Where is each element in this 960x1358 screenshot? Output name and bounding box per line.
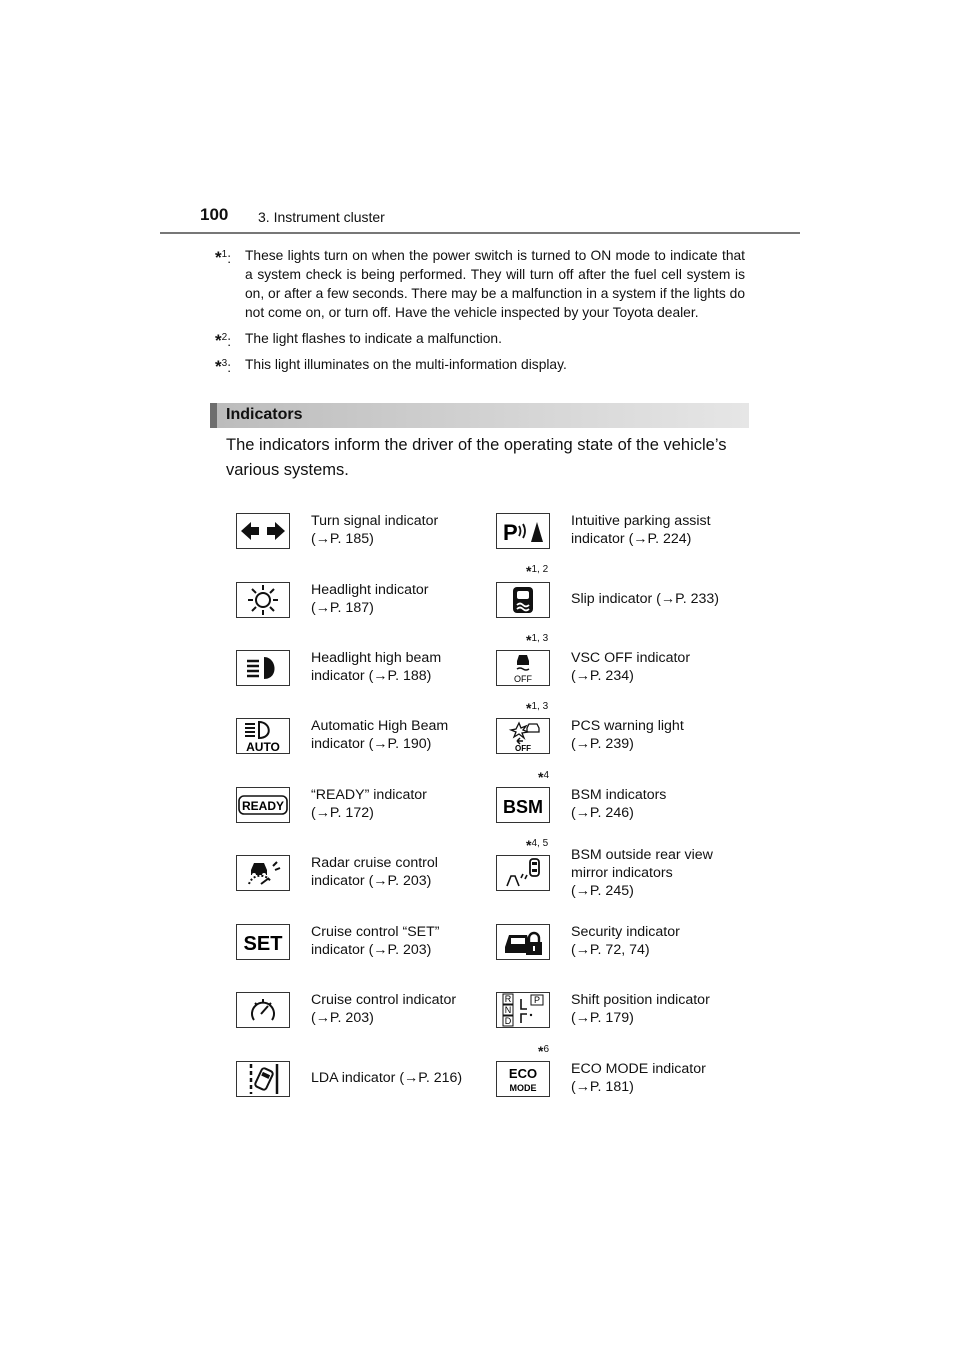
footnote-3 bbox=[215, 355, 745, 374]
parking-assist-label: Intuitive parking assist indicator (→P. 224) bbox=[571, 513, 711, 547]
note-mark: *$^4$ bbox=[538, 769, 550, 785]
shift-n-text: N bbox=[504, 1005, 512, 1015]
lda-label: LDA indicator (→P. 216) bbox=[311, 1070, 463, 1086]
note-mark: *$^{1, 3}$ bbox=[526, 700, 549, 716]
footnote-text: This light illuminates on the multi-information display. bbox=[245, 357, 567, 372]
section-heading-bar bbox=[210, 403, 749, 428]
shift-position-icon bbox=[496, 992, 550, 1028]
eco-text: ECO bbox=[508, 1066, 538, 1081]
note-mark: *$^{1, 2}$ bbox=[526, 563, 549, 579]
pcs-icon bbox=[496, 718, 550, 754]
footnotes bbox=[215, 246, 745, 381]
cruise-set-icon bbox=[236, 924, 290, 960]
auto-high-beam-label: Automatic High Beam indicator (→P. 190) bbox=[311, 718, 449, 752]
parking-assist-icon bbox=[496, 513, 550, 549]
security-label: Security indicator (→P. 72, 74) bbox=[571, 924, 680, 958]
vsc-off-icon bbox=[496, 650, 550, 686]
header-rule bbox=[160, 232, 800, 234]
footnote-text: These lights turn on when the power switch is turned to ON mode to indicate that a system check is being performed. They will turn off after the fuel cell system is on, or after a few seconds. There may be a malfunction in a system if the lights do not come on, or turn off. Have the vehicle inspected by your Toyota dealer. bbox=[245, 248, 745, 320]
high-beam-label: Headlight high beam indicator (→P. 188) bbox=[311, 650, 442, 684]
radar-cruise-icon bbox=[236, 855, 290, 891]
shift-position-label: Shift position indicator (→P. 179) bbox=[571, 992, 710, 1026]
bsm-mirror-icon bbox=[496, 855, 550, 891]
headlight-icon bbox=[236, 582, 290, 618]
footnote-2 bbox=[215, 329, 745, 348]
footnote-mark: *$^3$: bbox=[215, 357, 232, 376]
pcs-off-text: OFF bbox=[515, 744, 531, 753]
shift-r-text: R bbox=[504, 994, 512, 1004]
auto-high-beam-icon bbox=[236, 718, 290, 754]
bsm-mirror-label: BSM outside rear view mirror indicators (→P. 245) bbox=[571, 847, 713, 899]
ready-icon bbox=[236, 787, 290, 823]
off-text: OFF bbox=[514, 674, 532, 684]
eco-mode-label: ECO MODE indicator (→P. 181) bbox=[571, 1061, 706, 1095]
headlight-label: Headlight indicator (→P. 187) bbox=[311, 582, 429, 616]
slip-label: Slip indicator (→P. 233) bbox=[571, 591, 719, 607]
footnote-text: The light flashes to indicate a malfunction. bbox=[245, 331, 502, 346]
section-title: 3. Instrument cluster bbox=[258, 209, 385, 225]
vsc-off-label: VSC OFF indicator (→P. 234) bbox=[571, 650, 691, 684]
footnote-mark: *$^2$: bbox=[215, 331, 232, 350]
eco-mode-icon bbox=[496, 1061, 550, 1097]
turn-signal-label: Turn signal indicator (→P. 185) bbox=[311, 513, 439, 547]
footnote-mark: *$^1$: bbox=[215, 248, 232, 267]
security-icon bbox=[496, 924, 550, 960]
auto-text: AUTO bbox=[246, 740, 280, 753]
set-text: SET bbox=[243, 933, 283, 955]
cruise-set-label: Cruise control “SET” indicator (→P. 203) bbox=[311, 924, 440, 958]
slip-icon bbox=[496, 582, 550, 618]
note-mark: *$^{1, 3}$ bbox=[526, 632, 549, 648]
radar-cruise-label: Radar cruise control indicator (→P. 203) bbox=[311, 855, 438, 889]
note-mark: *$^{4, 5}$ bbox=[526, 837, 549, 853]
bsm-text: BSM bbox=[503, 797, 543, 817]
mode-text: MODE bbox=[509, 1083, 537, 1093]
note-mark: *$^6$ bbox=[538, 1043, 550, 1059]
ready-text: READY bbox=[241, 799, 285, 813]
shift-p-text: P bbox=[533, 995, 541, 1005]
page-number: 100 bbox=[200, 205, 229, 224]
pcs-label: PCS warning light (→P. 239) bbox=[571, 718, 684, 752]
lda-icon bbox=[236, 1061, 290, 1097]
bsm-label: BSM indicators (→P. 246) bbox=[571, 787, 667, 821]
page-header bbox=[0, 0, 960, 240]
ready-label: “READY” indicator (→P. 172) bbox=[311, 787, 427, 821]
turn-signal-icon bbox=[236, 513, 290, 549]
intro-paragraph: The indicators inform the driver of the operating state of the vehicle’s various systems. bbox=[226, 436, 727, 479]
shift-d-text: D bbox=[504, 1016, 512, 1026]
cruise-control-icon bbox=[236, 992, 290, 1028]
section-heading: Indicators bbox=[226, 406, 303, 423]
footnote-1 bbox=[215, 246, 745, 322]
svg-text:P: P bbox=[503, 520, 518, 545]
high-beam-icon bbox=[236, 650, 290, 686]
bsm-icon bbox=[496, 787, 550, 823]
cruise-control-label: Cruise control indicator (→P. 203) bbox=[311, 992, 457, 1026]
